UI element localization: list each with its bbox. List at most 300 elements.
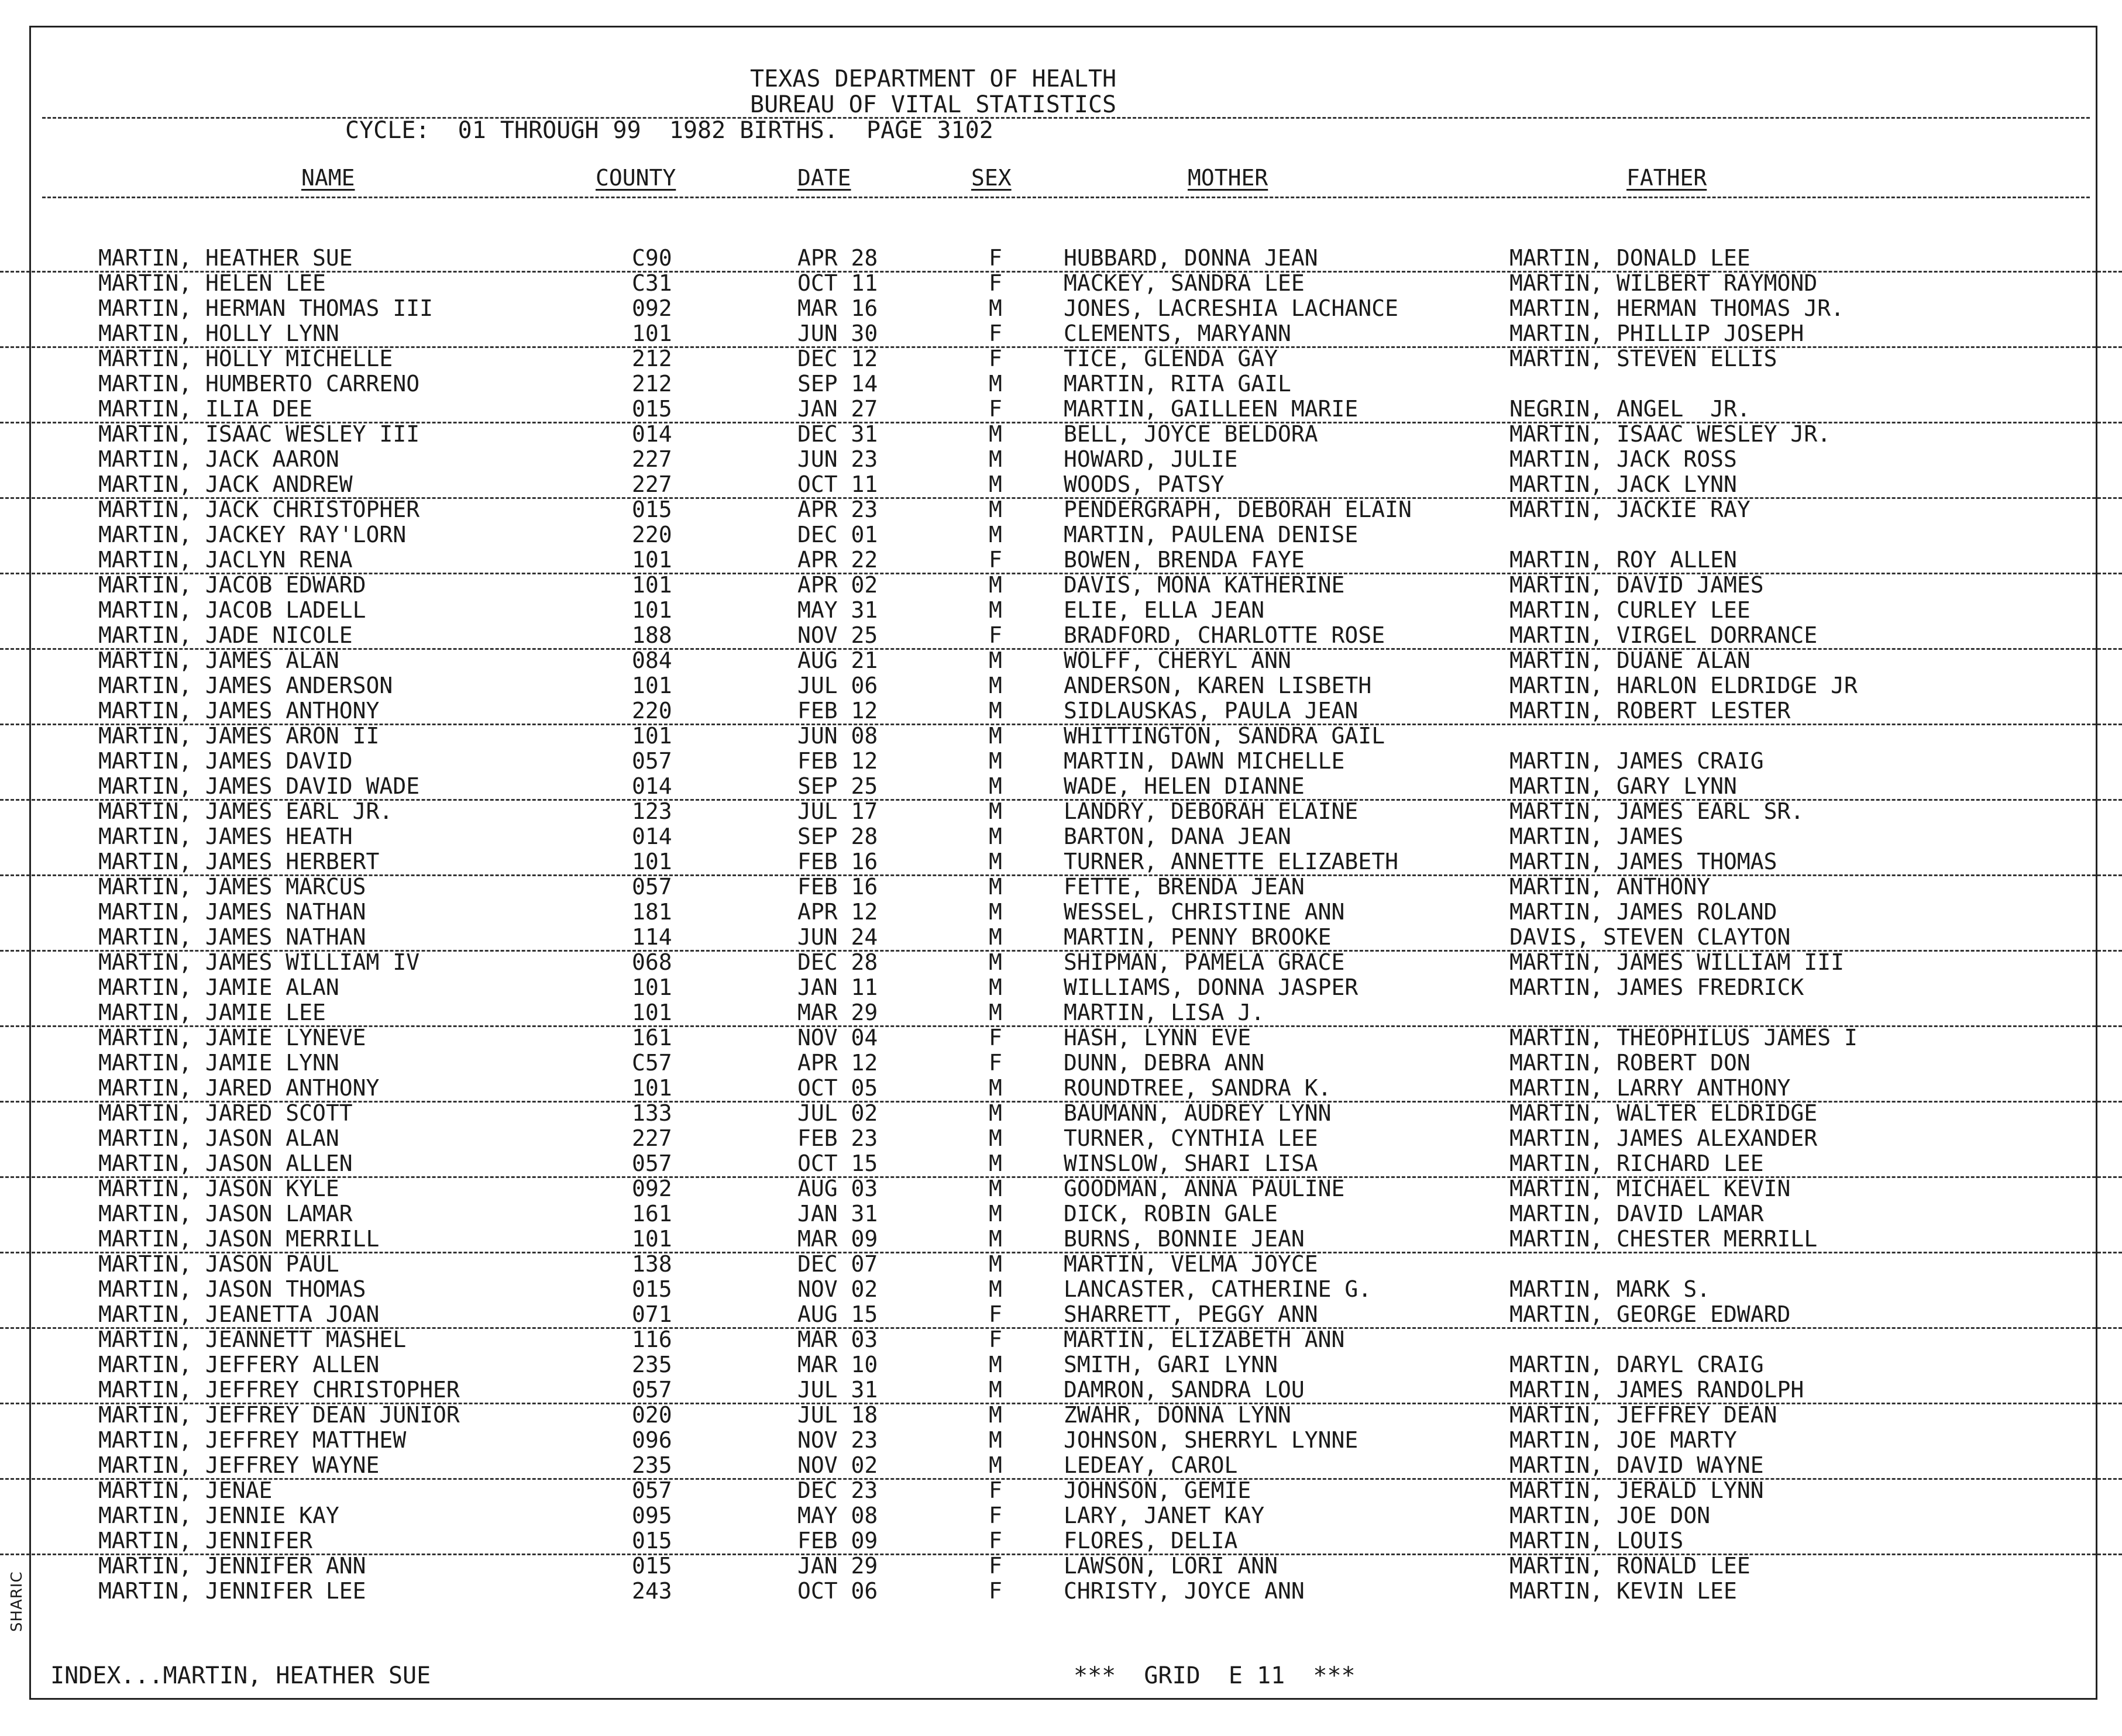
cell-date: JUN 30 xyxy=(797,321,878,346)
cell-father: MARTIN, JACK ROSS xyxy=(1509,446,1737,472)
cell-sex: M xyxy=(989,1276,1002,1302)
cell-date: MAR 09 xyxy=(797,1226,878,1252)
cell-county: 057 xyxy=(632,1477,672,1503)
cell-name: MARTIN, HOLLY LYNN xyxy=(98,321,339,346)
cell-mother: LEDEAY, CAROL xyxy=(1064,1452,1238,1478)
cell-father: MARTIN, JACKIE RAY xyxy=(1509,497,1750,522)
cell-county: C31 xyxy=(632,270,672,296)
cell-father: MARTIN, MICHAEL KEVIN xyxy=(1509,1176,1791,1201)
cell-sex: F xyxy=(989,1528,1002,1554)
cell-date: DEC 31 xyxy=(797,421,878,447)
cell-date: FEB 16 xyxy=(797,849,878,874)
cell-sex: M xyxy=(989,1201,1002,1227)
cell-county: 212 xyxy=(632,346,672,371)
cell-sex: M xyxy=(989,522,1002,547)
cell-name: MARTIN, JEFFERY ALLEN xyxy=(98,1352,380,1377)
cell-mother: DUNN, DEBRA ANN xyxy=(1064,1050,1265,1076)
cell-father: MARTIN, HERMAN THOMAS JR. xyxy=(1509,295,1844,321)
cell-mother: CHRISTY, JOYCE ANN xyxy=(1064,1578,1305,1604)
cell-father: MARTIN, JAMES RANDOLPH xyxy=(1509,1377,1804,1403)
cell-mother: JOHNSON, GEMIE xyxy=(1064,1477,1251,1503)
table-row xyxy=(0,1352,2122,1377)
cell-mother: BELL, JOYCE BELDORA xyxy=(1064,421,1318,447)
cell-date: MAY 08 xyxy=(797,1503,878,1528)
cell-date: APR 12 xyxy=(797,1050,878,1076)
cell-date: DEC 01 xyxy=(797,522,878,547)
cell-sex: M xyxy=(989,1427,1002,1453)
cell-father: MARTIN, CHESTER MERRILL xyxy=(1509,1226,1818,1252)
cell-name: MARTIN, HELEN LEE xyxy=(98,270,326,296)
cell-name: MARTIN, HERMAN THOMAS III xyxy=(98,295,433,321)
cell-date: MAY 31 xyxy=(797,597,878,623)
cell-name: MARTIN, JEFFREY WAYNE xyxy=(98,1452,380,1478)
cell-mother: WHITTINGTON, SANDRA GAIL xyxy=(1064,723,1385,749)
table-row xyxy=(0,472,2122,499)
cell-father: MARTIN, STEVEN ELLIS xyxy=(1509,346,1777,371)
table-row xyxy=(0,623,2122,650)
cell-sex: M xyxy=(989,1377,1002,1403)
cell-county: 101 xyxy=(632,572,672,598)
cell-date: JAN 27 xyxy=(797,396,878,422)
cell-county: 014 xyxy=(632,421,672,447)
cell-date: FEB 12 xyxy=(797,698,878,724)
cell-name: MARTIN, JAMES DAVID WADE xyxy=(98,773,420,799)
table-row xyxy=(0,1176,2122,1201)
cell-father: MARTIN, JAMES WILLIAM III xyxy=(1509,949,1844,975)
cell-date: JAN 31 xyxy=(797,1201,878,1227)
cell-name: MARTIN, JASON ALAN xyxy=(98,1125,339,1151)
table-row xyxy=(0,673,2122,698)
cell-father: MARTIN, JAMES ALEXANDER xyxy=(1509,1125,1818,1151)
cell-county: 138 xyxy=(632,1251,672,1277)
cell-father: MARTIN, ROBERT LESTER xyxy=(1509,698,1791,724)
cell-mother: BURNS, BONNIE JEAN xyxy=(1064,1226,1305,1252)
cell-mother: MARTIN, GAILLEEN MARIE xyxy=(1064,396,1359,422)
cell-sex: M xyxy=(989,1226,1002,1252)
cell-county: 101 xyxy=(632,597,672,623)
cell-date: MAR 16 xyxy=(797,295,878,321)
table-row xyxy=(0,397,2122,423)
cell-county: 101 xyxy=(632,1000,672,1025)
cell-sex: M xyxy=(989,673,1002,698)
cell-county: 227 xyxy=(632,471,672,497)
cell-date: JUN 23 xyxy=(797,446,878,472)
cell-date: MAR 29 xyxy=(797,1000,878,1025)
cell-name: MARTIN, JENNIFER LEE xyxy=(98,1578,366,1604)
cell-date: AUG 03 xyxy=(797,1176,878,1201)
cell-county: 020 xyxy=(632,1402,672,1428)
cell-mother: SHARRETT, PEGGY ANN xyxy=(1064,1301,1318,1327)
cell-name: MARTIN, JAMES WILLIAM IV xyxy=(98,949,420,975)
cell-name: MARTIN, JASON THOMAS xyxy=(98,1276,366,1302)
cell-mother: ROUNDTREE, SANDRA K. xyxy=(1064,1075,1332,1101)
cell-county: 092 xyxy=(632,1176,672,1201)
table-row xyxy=(0,1302,2122,1329)
cell-name: MARTIN, JEFFREY MATTHEW xyxy=(98,1427,407,1453)
cell-date: JUL 31 xyxy=(797,1377,878,1403)
cell-name: MARTIN, JASON KYLE xyxy=(98,1176,339,1201)
cell-sex: M xyxy=(989,1176,1002,1201)
cell-date: JUL 02 xyxy=(797,1100,878,1126)
cell-name: MARTIN, JADE NICOLE xyxy=(98,622,353,648)
cell-father: MARTIN, THEOPHILUS JAMES I xyxy=(1509,1025,1858,1050)
header-department: TEXAS DEPARTMENT OF HEALTH xyxy=(750,66,1117,92)
cell-name: MARTIN, JENNIE KAY xyxy=(98,1503,339,1528)
table-row xyxy=(0,547,2122,574)
cell-name: MARTIN, JENNIFER xyxy=(98,1528,313,1554)
table-row xyxy=(0,1025,2122,1050)
cell-date: DEC 28 xyxy=(797,949,878,975)
table-row xyxy=(0,1101,2122,1126)
cell-sex: M xyxy=(989,748,1002,774)
cell-county: 181 xyxy=(632,899,672,925)
cell-date: APR 28 xyxy=(797,245,878,271)
cell-sex: M xyxy=(989,949,1002,975)
cell-county: C90 xyxy=(632,245,672,271)
table-row xyxy=(0,1201,2122,1227)
cell-sex: M xyxy=(989,471,1002,497)
cell-county: 133 xyxy=(632,1100,672,1126)
cell-sex: F xyxy=(989,245,1002,271)
cell-county: 071 xyxy=(632,1301,672,1327)
cell-county: 235 xyxy=(632,1352,672,1377)
cell-father: MARTIN, WALTER ELDRIDGE xyxy=(1509,1100,1818,1126)
cell-mother: LAWSON, LORI ANN xyxy=(1064,1553,1278,1579)
cell-county: 220 xyxy=(632,522,672,547)
cell-sex: M xyxy=(989,974,1002,1000)
table-row xyxy=(0,497,2122,522)
column-header-sex: SEX xyxy=(971,165,1012,191)
cell-father: MARTIN, MARK S. xyxy=(1509,1276,1711,1302)
cell-sex: M xyxy=(989,1125,1002,1151)
cell-county: 188 xyxy=(632,622,672,648)
cell-date: APR 12 xyxy=(797,899,878,925)
table-row xyxy=(0,1554,2122,1579)
column-header-father: FATHER xyxy=(1626,165,1707,191)
table-row xyxy=(0,598,2122,623)
cell-date: NOV 23 xyxy=(797,1427,878,1453)
cell-name: MARTIN, JAMES MARCUS xyxy=(98,874,366,900)
cell-name: MARTIN, JACKEY RAY'LORN xyxy=(98,522,407,547)
table-row xyxy=(0,774,2122,801)
cell-name: MARTIN, JEANNETT MASHEL xyxy=(98,1327,407,1352)
cell-name: MARTIN, JASON PAUL xyxy=(98,1251,339,1277)
table-row xyxy=(0,271,2122,296)
cell-sex: F xyxy=(989,1327,1002,1352)
cell-name: MARTIN, JACK ANDREW xyxy=(98,471,353,497)
cell-sex: M xyxy=(989,1100,1002,1126)
cell-name: MARTIN, JEFFREY CHRISTOPHER xyxy=(98,1377,460,1403)
cell-father: MARTIN, JAMES xyxy=(1509,824,1684,849)
cell-father: MARTIN, JAMES FREDRICK xyxy=(1509,974,1804,1000)
cell-date: JAN 11 xyxy=(797,974,878,1000)
cell-mother: SHIPMAN, PAMELA GRACE xyxy=(1064,949,1345,975)
cell-mother: MACKEY, SANDRA LEE xyxy=(1064,270,1305,296)
cell-father: MARTIN, JOE MARTY xyxy=(1509,1427,1737,1453)
cell-date: NOV 02 xyxy=(797,1276,878,1302)
cell-sex: M xyxy=(989,1000,1002,1025)
cell-mother: MARTIN, PENNY BROOKE xyxy=(1064,924,1332,950)
cell-sex: M xyxy=(989,773,1002,799)
cell-date: JUL 17 xyxy=(797,798,878,824)
table-row xyxy=(0,874,2122,900)
cell-mother: SMITH, GARI LYNN xyxy=(1064,1352,1278,1377)
cell-mother: TICE, GLENDA GAY xyxy=(1064,346,1278,371)
cell-mother: LANCASTER, CATHERINE G. xyxy=(1064,1276,1372,1302)
cell-date: OCT 11 xyxy=(797,270,878,296)
cell-date: FEB 23 xyxy=(797,1125,878,1151)
cell-mother: ANDERSON, KAREN LISBETH xyxy=(1064,673,1372,698)
cell-name: MARTIN, JAMES ARON II xyxy=(98,723,380,749)
table-row xyxy=(0,698,2122,725)
header-cycle: CYCLE: 01 THROUGH 99 1982 BIRTHS. PAGE 3102 xyxy=(345,117,993,144)
cell-father: MARTIN, GARY LYNN xyxy=(1509,773,1737,799)
cell-date: DEC 12 xyxy=(797,346,878,371)
cell-father: MARTIN, JERALD LYNN xyxy=(1509,1477,1764,1503)
cell-county: C57 xyxy=(632,1050,672,1076)
cell-mother: MARTIN, LISA J. xyxy=(1064,1000,1265,1025)
cell-mother: LANDRY, DEBORAH ELAINE xyxy=(1064,798,1359,824)
cell-county: 161 xyxy=(632,1201,672,1227)
cell-mother: CLEMENTS, MARYANN xyxy=(1064,321,1291,346)
cell-mother: ELIE, ELLA JEAN xyxy=(1064,597,1265,623)
cell-sex: M xyxy=(989,446,1002,472)
cell-date: JUN 24 xyxy=(797,924,878,950)
cell-sex: M xyxy=(989,497,1002,522)
cell-sex: M xyxy=(989,1352,1002,1377)
cell-father: MARTIN, WILBERT RAYMOND xyxy=(1509,270,1818,296)
cell-father: MARTIN, HARLON ELDRIDGE JR xyxy=(1509,673,1858,698)
cell-county: 015 xyxy=(632,1528,672,1554)
cell-sex: M xyxy=(989,371,1002,397)
cell-name: MARTIN, JARED ANTHONY xyxy=(98,1075,380,1101)
cell-mother: MARTIN, VELMA JOYCE xyxy=(1064,1251,1318,1277)
cell-father: MARTIN, JACK LYNN xyxy=(1509,471,1737,497)
table-row xyxy=(0,1050,2122,1076)
cell-sex: F xyxy=(989,1477,1002,1503)
table-row xyxy=(0,1528,2122,1555)
cell-mother: BOWEN, BRENDA FAYE xyxy=(1064,547,1305,573)
cell-father: MARTIN, PHILLIP JOSEPH xyxy=(1509,321,1804,346)
cell-sex: M xyxy=(989,1452,1002,1478)
cell-county: 092 xyxy=(632,295,672,321)
footer-index: INDEX...MARTIN, HEATHER SUE xyxy=(50,1662,431,1689)
table-row xyxy=(0,1579,2122,1604)
cell-name: MARTIN, HOLLY MICHELLE xyxy=(98,346,393,371)
cell-sex: M xyxy=(989,698,1002,724)
footer-grid: *** GRID E 11 *** xyxy=(1074,1662,1356,1689)
table-row xyxy=(0,1252,2122,1277)
cell-mother: MARTIN, PAULENA DENISE xyxy=(1064,522,1359,547)
table-row xyxy=(0,1151,2122,1178)
cell-sex: M xyxy=(989,1075,1002,1101)
cell-mother: SIDLAUSKAS, PAULA JEAN xyxy=(1064,698,1359,724)
cell-mother: HUBBARD, DONNA JEAN xyxy=(1064,245,1318,271)
cell-county: 116 xyxy=(632,1327,672,1352)
cell-sex: F xyxy=(989,321,1002,346)
table-row xyxy=(0,1126,2122,1151)
table-row xyxy=(0,925,2122,952)
cell-father: MARTIN, LOUIS xyxy=(1509,1528,1684,1554)
cell-name: MARTIN, JAMES NATHAN xyxy=(98,899,366,925)
cell-name: MARTIN, JAMIE LYNN xyxy=(98,1050,339,1076)
cell-county: 101 xyxy=(632,723,672,749)
cell-name: MARTIN, JACOB LADELL xyxy=(98,597,366,623)
table-row xyxy=(0,447,2122,472)
cell-sex: M xyxy=(989,1251,1002,1277)
cell-mother: MARTIN, DAWN MICHELLE xyxy=(1064,748,1345,774)
cell-sex: M xyxy=(989,572,1002,598)
cell-date: FEB 16 xyxy=(797,874,878,900)
column-header-divider xyxy=(42,197,2090,198)
column-header-mother: MOTHER xyxy=(1188,165,1268,191)
column-header-date: DATE xyxy=(797,165,851,191)
cell-date: APR 23 xyxy=(797,497,878,522)
table-row xyxy=(0,849,2122,876)
cell-county: 084 xyxy=(632,647,672,673)
cell-county: 161 xyxy=(632,1025,672,1050)
cell-name: MARTIN, JEANETTA JOAN xyxy=(98,1301,380,1327)
cell-name: MARTIN, JARED SCOTT xyxy=(98,1100,353,1126)
cell-date: SEP 14 xyxy=(797,371,878,397)
cell-sex: F xyxy=(989,1553,1002,1579)
cell-county: 015 xyxy=(632,1553,672,1579)
cell-sex: M xyxy=(989,723,1002,749)
cell-name: MARTIN, JAMES ANDERSON xyxy=(98,673,393,698)
cell-mother: GOODMAN, ANNA PAULINE xyxy=(1064,1176,1345,1201)
cell-sex: M xyxy=(989,295,1002,321)
cell-sex: F xyxy=(989,1050,1002,1076)
table-row xyxy=(0,1478,2122,1503)
table-row xyxy=(0,824,2122,849)
table-row xyxy=(0,724,2122,749)
cell-mother: BAUMANN, AUDREY LYNN xyxy=(1064,1100,1332,1126)
cell-name: MARTIN, JEFFREY DEAN JUNIOR xyxy=(98,1402,460,1428)
cell-mother: JOHNSON, SHERRYL LYNNE xyxy=(1064,1427,1359,1453)
cell-date: APR 22 xyxy=(797,547,878,573)
cell-county: 235 xyxy=(632,1452,672,1478)
table-row xyxy=(0,749,2122,774)
table-row xyxy=(0,296,2122,321)
cell-father: MARTIN, VIRGEL DORRANCE xyxy=(1509,622,1818,648)
cell-date: OCT 11 xyxy=(797,471,878,497)
cell-father: MARTIN, DAVID WAYNE xyxy=(1509,1452,1764,1478)
cell-date: DEC 23 xyxy=(797,1477,878,1503)
cell-name: MARTIN, JAMES DAVID xyxy=(98,748,353,774)
cell-name: MARTIN, JASON ALLEN xyxy=(98,1151,353,1176)
cell-name: MARTIN, JAMES ALAN xyxy=(98,647,339,673)
cell-county: 057 xyxy=(632,1151,672,1176)
table-row xyxy=(0,900,2122,925)
cell-date: DEC 07 xyxy=(797,1251,878,1277)
cell-date: NOV 02 xyxy=(797,1452,878,1478)
cell-father: MARTIN, ISAAC WESLEY JR. xyxy=(1509,421,1831,447)
cell-father: MARTIN, LARRY ANTHONY xyxy=(1509,1075,1791,1101)
cell-mother: HOWARD, JULIE xyxy=(1064,446,1238,472)
cell-father: MARTIN, ROBERT DON xyxy=(1509,1050,1750,1076)
cell-sex: M xyxy=(989,874,1002,900)
cell-mother: DAMRON, SANDRA LOU xyxy=(1064,1377,1305,1403)
cell-date: JUN 08 xyxy=(797,723,878,749)
cell-date: FEB 09 xyxy=(797,1528,878,1554)
table-row xyxy=(0,648,2122,673)
header-bureau: BUREAU OF VITAL STATISTICS xyxy=(750,91,1117,118)
cell-sex: M xyxy=(989,824,1002,849)
cell-mother: DAVIS, MONA KATHERINE xyxy=(1064,572,1345,598)
cell-county: 057 xyxy=(632,874,672,900)
cell-father: MARTIN, JAMES THOMAS xyxy=(1509,849,1777,874)
cell-father: MARTIN, RONALD LEE xyxy=(1509,1553,1750,1579)
table-row xyxy=(0,346,2122,371)
cell-date: FEB 12 xyxy=(797,748,878,774)
cell-mother: WOODS, PATSY xyxy=(1064,471,1225,497)
cell-mother: FLORES, DELIA xyxy=(1064,1528,1238,1554)
cell-father: MARTIN, ROY ALLEN xyxy=(1509,547,1737,573)
cell-father: MARTIN, DAVID JAMES xyxy=(1509,572,1764,598)
cell-sex: M xyxy=(989,647,1002,673)
cell-father: MARTIN, RICHARD LEE xyxy=(1509,1151,1764,1176)
cell-father: MARTIN, ANTHONY xyxy=(1509,874,1711,900)
cell-sex: F xyxy=(989,346,1002,371)
table-row xyxy=(0,246,2122,273)
cell-name: MARTIN, JAMIE LEE xyxy=(98,1000,326,1025)
cell-county: 212 xyxy=(632,371,672,397)
table-row xyxy=(0,1503,2122,1528)
cell-name: MARTIN, JAMES HEATH xyxy=(98,824,353,849)
cell-sex: M xyxy=(989,798,1002,824)
cell-county: 015 xyxy=(632,1276,672,1302)
cell-name: MARTIN, ILIA DEE xyxy=(98,396,313,422)
column-header-county: COUNTY xyxy=(596,165,676,191)
table-row xyxy=(0,1277,2122,1302)
table-row xyxy=(0,1377,2122,1404)
cell-county: 101 xyxy=(632,974,672,1000)
cell-sex: M xyxy=(989,849,1002,874)
table-row xyxy=(0,799,2122,824)
cell-date: JAN 29 xyxy=(797,1553,878,1579)
cell-name: MARTIN, HEATHER SUE xyxy=(98,245,353,271)
cell-county: 095 xyxy=(632,1503,672,1528)
table-row xyxy=(0,975,2122,1000)
cell-name: MARTIN, JENAE xyxy=(98,1477,273,1503)
cell-county: 101 xyxy=(632,849,672,874)
cell-father: NEGRIN, ANGEL JR. xyxy=(1509,396,1750,422)
cell-father: MARTIN, JAMES EARL SR. xyxy=(1509,798,1804,824)
cell-mother: WINSLOW, SHARI LISA xyxy=(1064,1151,1318,1176)
column-header-name: NAME xyxy=(301,165,355,191)
cell-mother: MARTIN, RITA GAIL xyxy=(1064,371,1291,397)
cell-father: MARTIN, KEVIN LEE xyxy=(1509,1578,1737,1604)
cell-sex: F xyxy=(989,1578,1002,1604)
cell-name: MARTIN, JASON LAMAR xyxy=(98,1201,353,1227)
cell-date: JUL 06 xyxy=(797,673,878,698)
cell-father: MARTIN, JOE DON xyxy=(1509,1503,1711,1528)
cell-sex: F xyxy=(989,396,1002,422)
cell-mother: TURNER, ANNETTE ELIZABETH xyxy=(1064,849,1398,874)
table-row xyxy=(0,422,2122,447)
cell-mother: TURNER, CYNTHIA LEE xyxy=(1064,1125,1318,1151)
cell-date: MAR 10 xyxy=(797,1352,878,1377)
table-row xyxy=(0,1227,2122,1253)
cell-mother: WADE, HELEN DIANNE xyxy=(1064,773,1305,799)
cell-father: DAVIS, STEVEN CLAYTON xyxy=(1509,924,1791,950)
cell-father: MARTIN, DAVID LAMAR xyxy=(1509,1201,1764,1227)
cell-mother: LARY, JANET KAY xyxy=(1064,1503,1265,1528)
cell-father: MARTIN, JEFFREY DEAN xyxy=(1509,1402,1777,1428)
cell-date: SEP 28 xyxy=(797,824,878,849)
cell-county: 243 xyxy=(632,1578,672,1604)
cell-county: 227 xyxy=(632,446,672,472)
